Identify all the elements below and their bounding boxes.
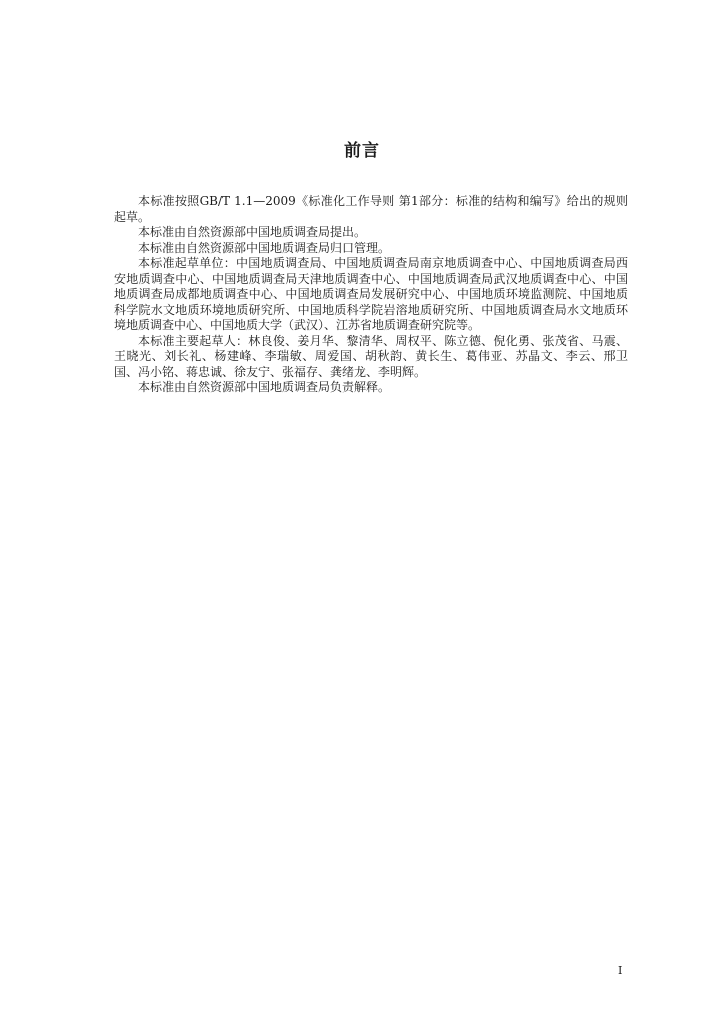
page-number: I — [618, 964, 623, 977]
paragraph-drafting-units: 本标准起草单位：中国地质调查局、中国地质调查局南京地质调查中心、中国地质调查局西安地质调查中心、中国地质调查局天津地质调查中心、中国地质调查局武汉地质调查中心、中国地质调查局成都地质调查中心、中国地质调查局发展研究中心、中国地质环境监测院、中国地质科学院水文地质环境地质研究所、中国地质科学院岩溶地质研究所、中国地质调查局水文地质环境地质调查中心、中国地质大学（武汉）、江苏省地质调查研究院等。 — [114, 256, 628, 332]
paragraph-interpretation: 本标准由自然资源部中国地质调查局负责解释。 — [138, 380, 391, 394]
paragraph-proposed-by: 本标准由自然资源部中国地质调查局提出。 — [138, 225, 367, 239]
paragraph-administered-by: 本标准由自然资源部中国地质调查局归口管理。 — [138, 240, 391, 255]
paragraph-main-drafters: 本标准主要起草人：林良俊、姜月华、黎清华、周权平、陈立德、倪化勇、张茂省、马震、王晓光、刘长礼、杨建峰、李瑞敏、周爱国、胡秋韵、黄长生、葛伟亚、苏晶文、李云、邢卫国、冯小铭、蒋忠诚、徐友宁、张福存、龚绪龙、李明辉。 — [114, 333, 628, 379]
paragraph-drafting-rules: 本标准按照GB/T 1.1—2009《标准化工作导则 第1部分：标准的结构和编写》给出的规则起草。 — [114, 194, 628, 224]
page-title: 前言 — [344, 141, 380, 161]
foreword-body — [114, 194, 628, 396]
